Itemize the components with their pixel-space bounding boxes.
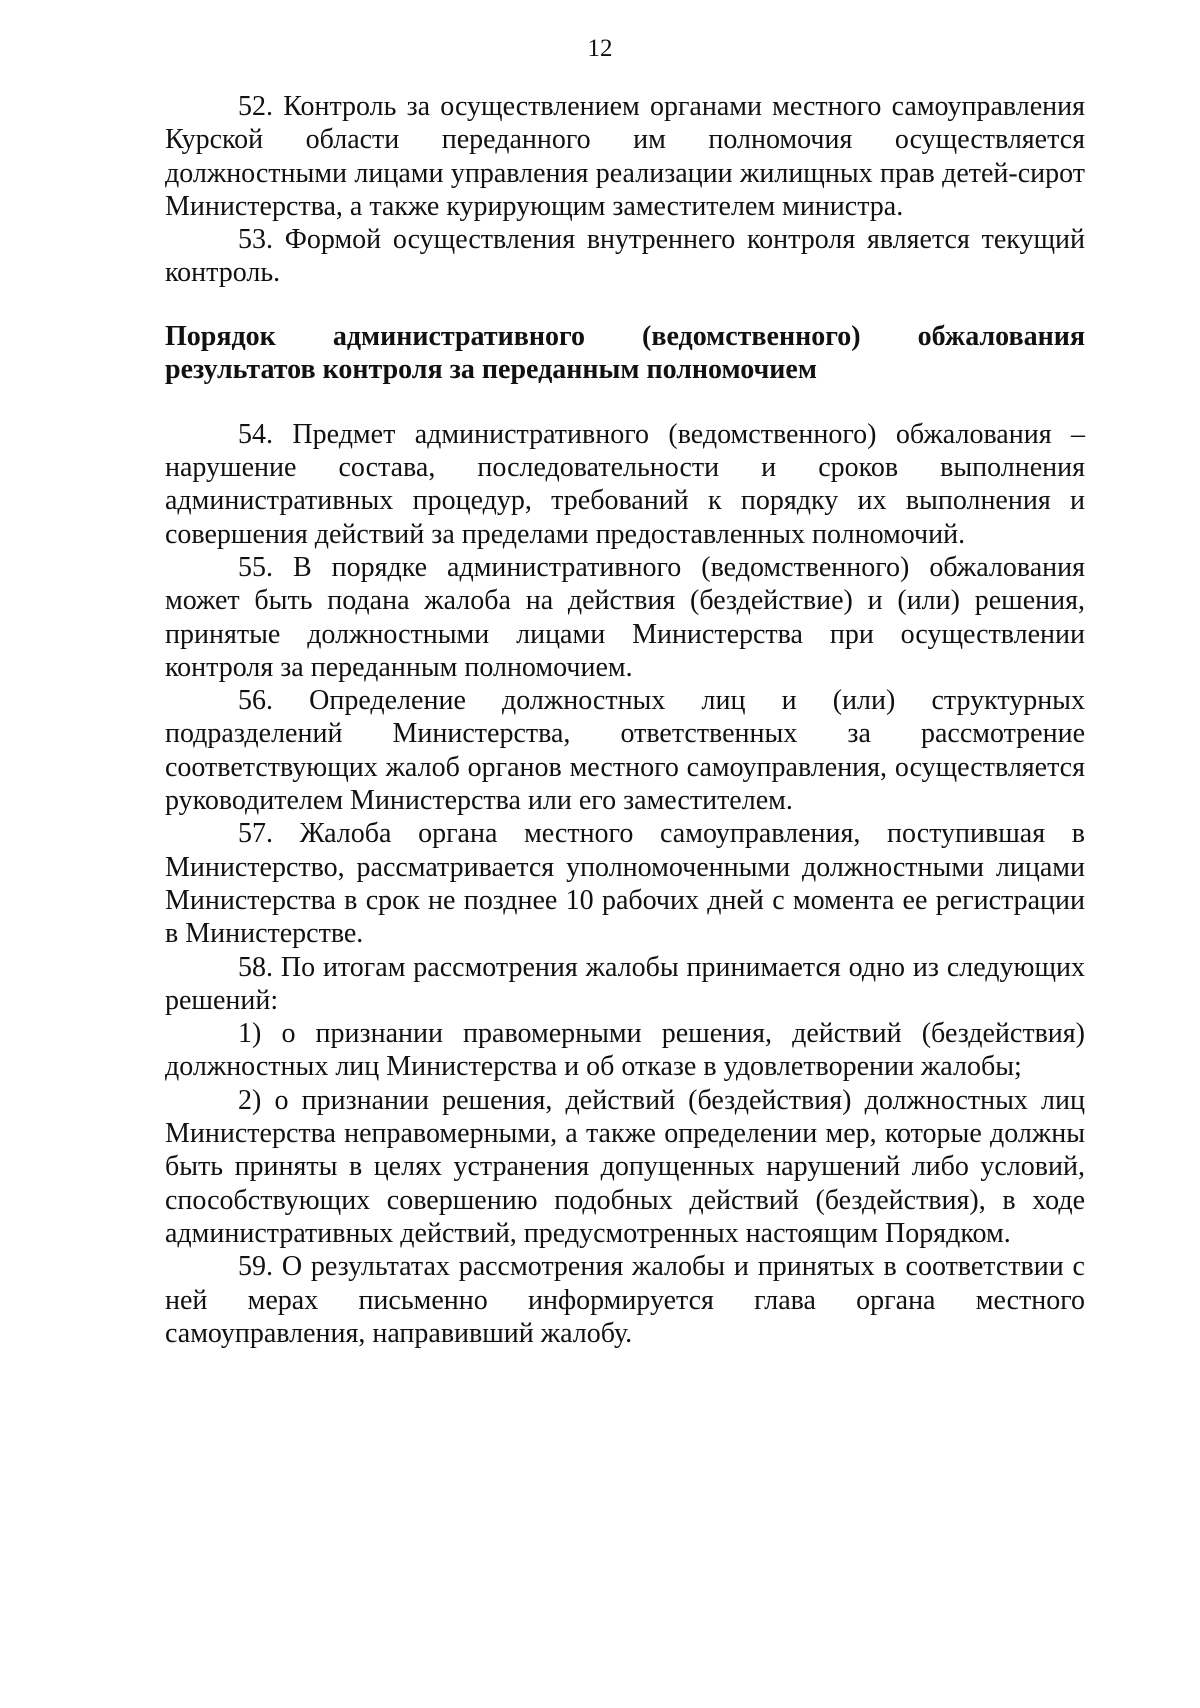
paragraph-54: 54. Предмет административного (ведомственного) обжалования – нарушение состава, последовательности и сроков выполнения административных процедур, требований к порядку их выполнения и совершения действий за пределами предоставленных полномочий.	[165, 418, 1085, 550]
paragraph-53: 53. Формой осуществления внутреннего контроля является текущий контроль.	[165, 224, 1085, 289]
document-body	[165, 90, 1085, 1350]
paragraph-58: 58. По итогам рассмотрения жалобы принимается одно из следующих решений:	[165, 951, 1085, 1016]
list-item-2: 2) о признании решения, действий (бездействия) должностных лиц Министерства неправомерными, а также определении мер, которые должны быть приняты в целях устранения допущенных нарушений либо условий, способствующих совершению подобных действий (бездействия), в ходе административных действий, предусмотренных настоящим Порядком.	[165, 1084, 1085, 1249]
paragraph-57: 57. Жалоба органа местного самоуправления, поступившая в Министерство, рассматривается уполномоченными должностными лицами Министерства в срок не позднее 10 рабочих дней с момента ее регистрации в Министерстве.	[165, 818, 1085, 950]
list-item-1: 1) о признании правомерными решения, действий (бездействия) должностных лиц Министерства и об отказе в удовлетворении жалобы;	[165, 1018, 1085, 1083]
paragraph-56: 56. Определение должностных лиц и (или) структурных подразделений Министерства, ответственных за рассмотрение соответствующих жалоб органов местного самоуправления, осуществляется руководителем Министерства или его заместителем.	[165, 685, 1085, 817]
paragraph-55: 55. В порядке административного (ведомственного) обжалования может быть подана жалоба на действия (бездействие) и (или) решения, принятые должностными лицами Министерства при осуществлении контроля за переданным полномочием.	[165, 551, 1085, 683]
section-heading: Порядок административного (ведомственного) обжалования результатов контроля за переданным полномочием	[165, 320, 1085, 386]
page-number: 12	[587, 35, 613, 62]
paragraph-52: 52. Контроль за осуществлением органами местного самоуправления Курской области переданного им полномочия осуществляется должностными лицами управления реализации жилищных прав детей-сирот Министерства, а также курирующим заместителем министра.	[165, 91, 1085, 222]
paragraph-59: 59. О результатах рассмотрения жалобы и принятых в соответствии с ней мерах письменно информируется глава органа местного самоуправления, направивший жалобу.	[165, 1251, 1085, 1349]
